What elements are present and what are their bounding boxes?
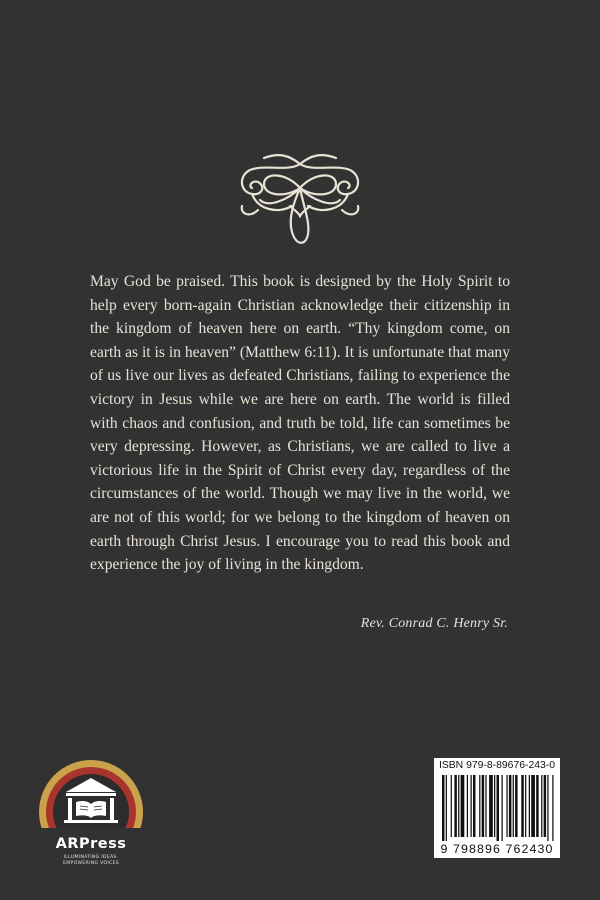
publisher-tagline-line2: EMPOWERING VOICES [63, 860, 119, 866]
barcode-bar [497, 775, 499, 841]
barcode-bar [529, 775, 530, 837]
barcode-bar [513, 775, 514, 837]
barcode-bar [521, 775, 523, 837]
back-cover-blurb: May God be praised. This book is designed by the Holy Spirit to help every born-again Christian acknowledge their citizenship in the kingdom of heaven here on earth. “Thy kingdom come, on earth as it is in heaven” (Matthew 6:11). It is unfortunate that many of us live our lives as defeated Christians, failing to experience the victory in Jesus while we are here on earth. The world is filled with chaos and confusion, and truth be told, life can sometimes be very depressing. However, as Christians, we are called to live a victorious life in the Spirit of Christ every day, regardless of the circumstances of the world. Though we may live in the world, we are not of this world; for we belong to the kingdom of heaven on earth through Christ Jesus. I encourage you to read this book and experience the joy of living in the kingdom. [90, 273, 510, 574]
publisher-tagline-line1: ILLUMINATING IDEAS. [63, 855, 119, 860]
barcode-bar [552, 775, 553, 841]
isbn-barcode [434, 758, 560, 858]
isbn-label: ISBN 979-8-89676-243-0 [438, 760, 556, 771]
publisher-name: ARPress [55, 836, 127, 852]
barcode-bars [442, 775, 556, 841]
barcode-bar [501, 775, 502, 841]
barcode-bar [467, 775, 468, 837]
barcode-bar [515, 775, 517, 837]
barcode-bar [506, 775, 507, 837]
flourish-ornament-icon [234, 148, 366, 252]
barcode-bar [541, 775, 542, 837]
barcode-bar [489, 775, 493, 837]
barcode-bar [482, 775, 484, 837]
barcode-bar [473, 775, 475, 837]
barcode-bar [451, 775, 452, 837]
barcode-bar [458, 775, 459, 837]
barcode-bar [531, 775, 535, 837]
barcode-bar [525, 775, 526, 837]
barcode-bar [547, 775, 548, 841]
barcode-bar [536, 775, 538, 837]
barcode-bar [479, 775, 480, 837]
barcode-bar [485, 775, 486, 837]
author-signature: Rev. Conrad C. Henry Sr. [360, 616, 508, 631]
barcode-bar [509, 775, 511, 837]
barcode-bar [544, 775, 546, 837]
barcode-bar [494, 775, 495, 837]
barcode-bar [461, 775, 465, 837]
barcode-bar [454, 775, 456, 837]
barcode-bar [471, 775, 472, 837]
barcode-digits: 9 798896 762430 [440, 842, 554, 856]
barcode-bar [446, 775, 447, 841]
publisher-logo [36, 758, 146, 870]
library-book-icon [36, 758, 146, 838]
publisher-tagline [36, 855, 146, 866]
barcode-bar [442, 775, 444, 841]
